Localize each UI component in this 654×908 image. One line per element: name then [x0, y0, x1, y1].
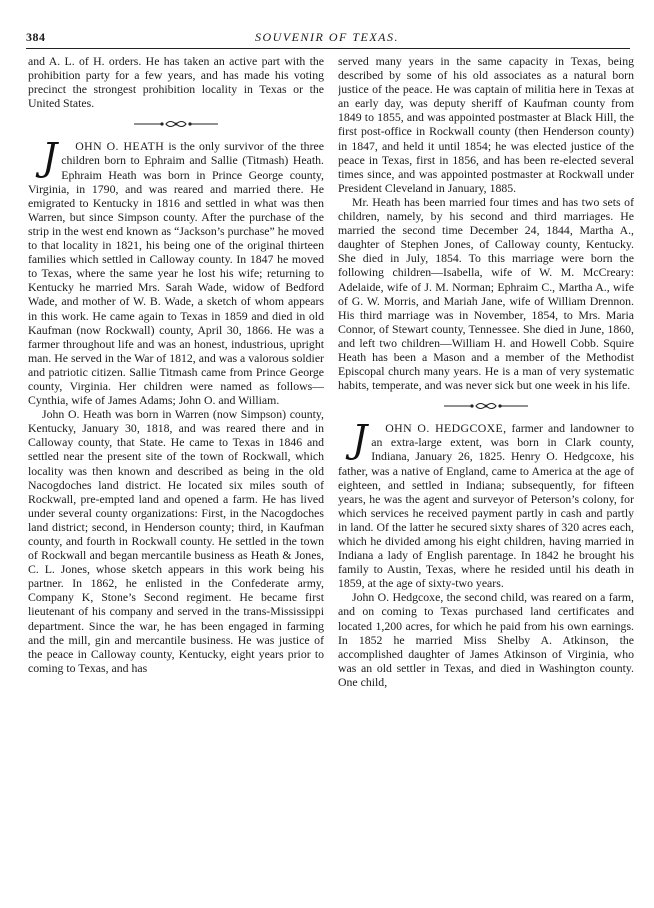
page-number: 384 [26, 30, 46, 44]
continuation-paragraph: served many years in the same capacity in Texas, being described by some of his old associates as a natural born justice of the peace. He was captain of militia here in Texas at an early day, was deputy sheriff of Kaufman county from 1849 to 1855, and was appointed postmaster at Black Hill, the first post-office in Rockwall county (then Henderson county) in 1847, and held it until 1854; he was elected justice of the peace in Texas, first in 1856, and has been re-elected several times since, and was appointed postmaster at Rockwall under President Cleveland in January, 1885. [338, 54, 634, 195]
biography-entry-hedgcoxe [338, 417, 634, 591]
right-column [338, 54, 634, 900]
left-column [28, 54, 324, 900]
drop-cap-letter: J [42, 135, 58, 180]
page-header [26, 30, 628, 48]
body-paragraph: John O. Hedgcoxe, the second child, was reared on a farm, and on coming to Texas purchased land certificates and located 1,200 acres, for which he paid from his own earnings. In 1852 he married Miss Shelby A. Atkinson, the accomplished daughter of James Atkinson of Virginia, who was an old settler in Texas, and died in Washington county. One child, [338, 590, 634, 689]
section-divider-ornament [28, 119, 324, 129]
subject-name: OHN O. HEATH [75, 139, 165, 154]
continuation-paragraph: and A. L. of H. orders. He has taken an active part with the prohibition party for a few years, and has made his voting precinct the strongest prohibition locality in Texas or the United States. [28, 54, 324, 111]
header-rule [26, 48, 630, 49]
subject-name: OHN O. HEDGCOXE, [385, 421, 507, 436]
entry-body-text: farmer and landowner to an extra-large extent, was born in Clark county, Indiana, January 26, 1825. Henry O. Hedgcoxe, his father, was a native of England, came to America at the age of eighteen, and settled in Indiana; subsequently, for fifteen years, he was the agent and surveyor of Peterson’s colony, for which services he received payment partly in cash and partly in land. Of the latter he secured sixty shares of 320 acres each, which he divided among his eight children, having married in Indiana a lady of English parentage. In 1842 he brought his family to Austin, Texas, where he resided until his death in 1859, at the age of sixty-two years. [338, 421, 634, 591]
biography-entry-heath [28, 135, 324, 408]
body-paragraph: John O. Heath was born in Warren (now Simpson) county, Kentucky, January 30, 1818, and was reared there and in Calloway county, that State. He came to Texas in 1846 and settled near the present site of the town of Rockwall, which locality was then known and described as being in the old Nacogdoches land district. He located six miles south of Rockwall, pre-empted land and opened a farm. He has lived under several county organizations: First, in the Nacogdoches land district; second, in Henderson county; third, in Kaufman county, and fourth in Rockwall county. He settled in the town of Rockwall and began mercantile business as Heath & Jones, C. L. Jones, whose sketch appears in this work being his partner. In 1862, he enlisted in the Confederate army, Company K, Stone’s Second regiment. He became first lieutenant of his company and served in the trans-Mississippi department. Since the war, he has been engaged in farming and the mill, gin and mercantile business. He was justice of the peace in Calloway county, Kentucky, eight years prior to coming to Texas, and has [28, 407, 324, 675]
entry-body-text: is the only survivor of the three children born to Ephraim and Sallie (Titmash) Heath. Ephraim Heath was born in Prince George county, Virginia, in 1790, and was reared and married there. He emigrated to Kentucky in 1816 and settled in what was then Warren, but since Simpson county. After the purchase of the strip in the west end known as “Jackson’s purchase” he moved to that locality in 1821, his being one of the original thirteen families which settled in Calloway county. In 1847 he moved to Texas, where the same year he lost his wife; returning to Kentucky he married Mrs. Sarah Wade, widow of Bedford Wade, and mother of W. B. Wade, a sketch of whom appears in this work. He came again to Texas in 1859 and died in old Kaufman (now Rockwall) county, April 30, 1866. He was a farmer throughout life and was an honest, industrious, upright man. He served in the War of 1812, and was a valorous soldier and patriotic citizen. Sallie Titmash came from Prince George county, Virginia. Her children were named as follows—Cynthia, wife of James Adams; John O. and William. [28, 139, 324, 408]
body-paragraph: Mr. Heath has been married four times and has two sets of children, namely, by his second and third marriages. He married the second time December 24, 1844, Martha A., daughter of Stephen Jones, of Calloway county, Kentucky. She died in July, 1854. To this marriage were born the following children—Isabella, wife of W. M. McCreary: Adelaide, wife of J. M. Norman; Ephraim C., Martha A., wife of G. W. Morris, and Mariah Jane, wife of William Drennon. His third marriage was in November, 1854, to Mrs. Maria Connor, of Stewart county, Tennessee. She died in June, 1860, and left two children—William H. and Howell Cobb. Squire Heath has been a Mason and a member of the Methodist Episcopal church many years. He is a man of very systematic habits, temperate, and was never sick but one week in his life. [338, 194, 634, 393]
running-title: SOUVENIR OF TEXAS. [255, 30, 399, 44]
section-divider-ornament [338, 401, 634, 411]
drop-cap-letter: J [352, 417, 368, 462]
